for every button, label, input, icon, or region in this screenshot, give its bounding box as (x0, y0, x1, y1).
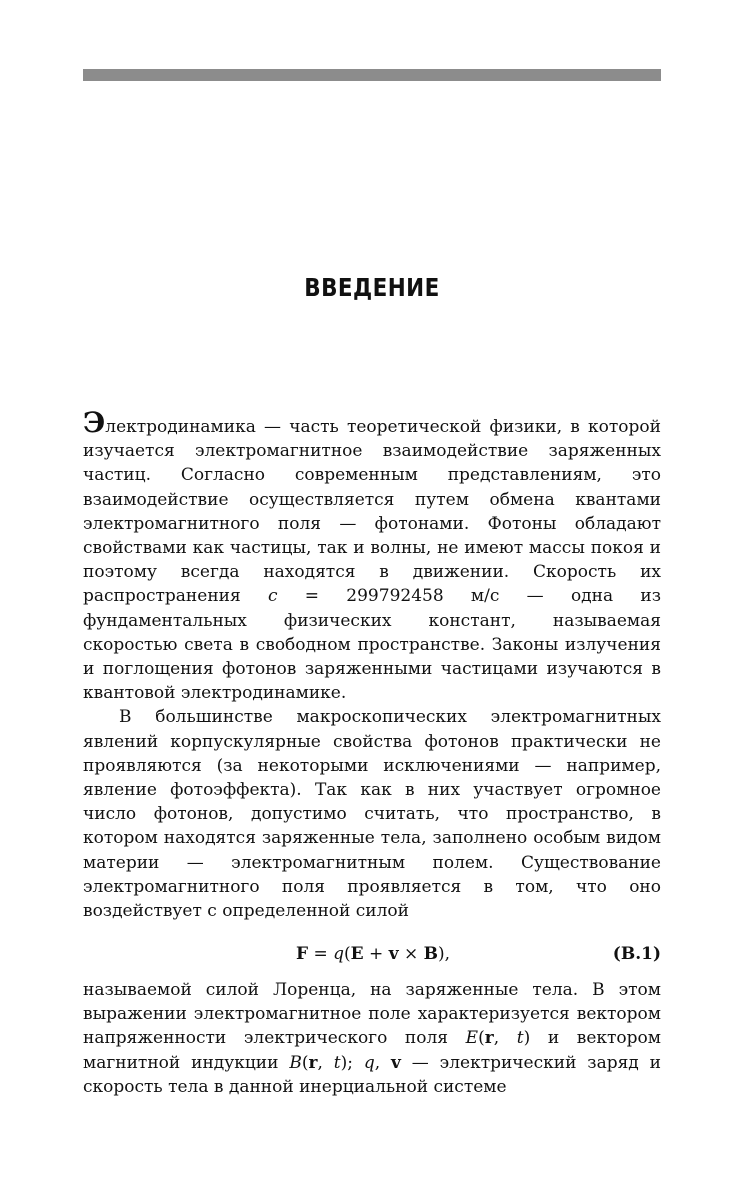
eq-equals: = (308, 944, 334, 964)
speed-symbol: c (267, 586, 278, 607)
b-field-symbol: B (289, 1052, 302, 1073)
eq-charge: q (333, 944, 345, 964)
eq-velocity: v (388, 944, 399, 964)
speed-value: = 299792458 м/с (277, 586, 500, 607)
paragraph-3-part-1: называемой силой Лоренца, на заряженные тела. В этом выражении электромагнитное поле характеризуется вектором напряженности электрического поля (83, 980, 661, 1049)
continuation-text (83, 978, 661, 1099)
intro-text (83, 406, 661, 923)
b-args-close: ); (340, 1052, 353, 1073)
eq-times: × (398, 944, 424, 964)
symbol-comma: , (374, 1052, 392, 1073)
eq-close: ), (438, 944, 451, 964)
e-field-symbol: E (465, 1028, 479, 1049)
velocity-symbol: v (391, 1052, 401, 1073)
b-arg-r: r (308, 1052, 318, 1073)
e-arg-r: r (484, 1028, 494, 1049)
equation-b1 (83, 944, 661, 970)
paragraph-1-tail: — одна из фундаментальных физических констант, называемая скоростью света в свободном пространстве. Законы излучения и поглощения фотонов заряженными частицами изучаются в квантовой электродинамике. (83, 586, 661, 704)
eq-magnetic: B (423, 944, 439, 964)
paragraph-3-part-2: и вектором магнитной индукции (83, 1028, 662, 1073)
e-args-sep: , (493, 1028, 517, 1049)
eq-force: F (296, 944, 309, 964)
paragraph-1-text: лектродинамика — часть теоретической физики, в которой изучается электромагнитное взаимодействие заряженных частиц. Согласно современным представлениям, это взаимодействие осуществляется путем обмена квантами электромагнитного поля — фотонами. Фотоны обладают свойствами как частицы, так и волны, не имеют массы покоя и поэтому всегда находятся в движении. Скорость их распространения (83, 417, 661, 607)
equation-body (296, 944, 450, 964)
chapter-title: ВВЕДЕНИЕ (304, 273, 440, 302)
charge-symbol: q (352, 1052, 375, 1073)
e-args-close: ) (523, 1028, 531, 1049)
b-args-sep: , (317, 1052, 334, 1073)
paragraph-3 (83, 978, 661, 1099)
eq-electric: E (350, 944, 364, 964)
e-arg-t: t (516, 1028, 524, 1049)
dropcap: Э (83, 406, 106, 439)
paragraph-1 (83, 406, 661, 705)
eq-open: ( (344, 944, 351, 964)
equation-number: (В.1) (612, 944, 661, 964)
paragraph-2: В большинстве макроскопических электромагнитных явлений корпускулярные свойства фотонов практически не проявляются (за некоторыми исключениями — например, явление фотоэффекта). Так как в них участвует огромное число фотонов, допустимо считать, что пространство, в котором находятся заряженные тела, заполнено особым видом материи — электромагнитным полем. Существование электромагнитного поля проявляется в том, что оно воздействует с определенной силой (83, 707, 661, 922)
e-args-open: ( (478, 1028, 485, 1049)
eq-plus: + (363, 944, 389, 964)
top-rule (83, 69, 661, 81)
b-args-open: ( (301, 1052, 309, 1073)
paragraph-3-part-3: — электрический заряд и скорость тела в данной инерциальной системе (83, 1052, 661, 1097)
b-arg-t: t (333, 1052, 341, 1073)
